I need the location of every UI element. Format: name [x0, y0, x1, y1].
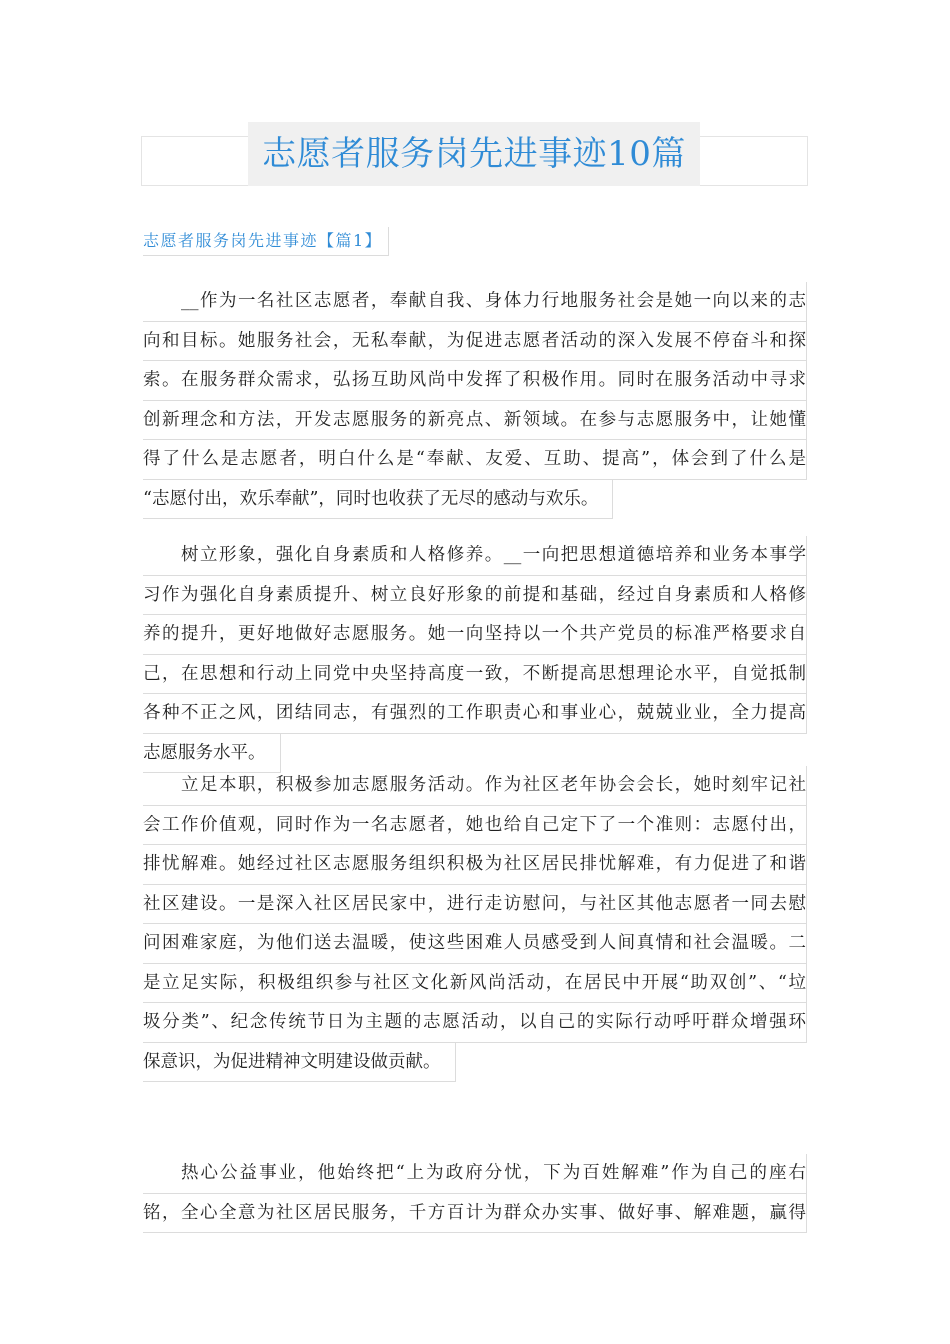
section-heading: 志愿者服务岗先进事迹【篇1】 [143, 227, 389, 256]
text-line: 得了什么是志愿者，明白什么是“奉献、友爱、互助、提高”，体会到了什么是 [143, 440, 807, 480]
text-line: __作为一名社区志愿者，奉献自我、身体力行地服务社会是她一向以来的志 [143, 282, 807, 322]
text-line: 向和目标。她服务社会，无私奉献，为促进志愿者活动的深入发展不停奋斗和探 [143, 322, 807, 362]
text-line: 创新理念和方法，开发志愿服务的新亮点、新领域。在参与志愿服务中，让她懂 [143, 401, 807, 441]
paragraph-3 [143, 766, 807, 1086]
paragraph-2 [143, 536, 807, 777]
text-line: 养的提升，更好地做好志愿服务。她一向坚持以一个共产党员的标准严格要求自 [143, 615, 807, 655]
text-line: 问困难家庭，为他们送去温暖，使这些困难人员感受到人间真情和社会温暖。二 [143, 924, 807, 964]
text-line: 树立形象，强化自身素质和人格修养。__一向把思想道德培养和业务本事学 [143, 536, 807, 576]
text-line: 是立足实际，积极组织参与社区文化新风尚活动，在居民中开展“助双创”、“垃 [143, 964, 807, 1004]
text-line: 志愿服务水平。 [143, 734, 281, 774]
text-line: 己，在思想和行动上同党中央坚持高度一致，不断提高思想理论水平，自觉抵制 [143, 655, 807, 695]
text-line: 铭，全心全意为社区居民服务，千方百计为群众办实事、做好事、解难题，赢得 [143, 1194, 807, 1234]
text-line: 排忧解难。她经过社区志愿服务组织积极为社区居民排忧解难，有力促进了和谐 [143, 845, 807, 885]
text-line: 会工作价值观，同时作为一名志愿者，她也给自己定下了一个准则：志愿付出， [143, 806, 807, 846]
document-title: 志愿者服务岗先进事迹10篇 [248, 122, 700, 186]
paragraph-4 [143, 1154, 807, 1233]
text-line: 热心公益事业，他始终把“上为政府分忧，下为百姓解难”作为自己的座右 [143, 1154, 807, 1194]
text-line: 索。在服务群众需求，弘扬互助风尚中发挥了积极作用。同时在服务活动中寻求 [143, 361, 807, 401]
text-line: 圾分类”、纪念传统节日为主题的志愿活动，以自己的实际行动呼吁群众增强环 [143, 1003, 807, 1043]
text-line: “志愿付出，欢乐奉献”，同时也收获了无尽的感动与欢乐。 [143, 480, 613, 520]
text-line: 习作为强化自身素质提升、树立良好形象的前提和基础，经过自身素质和人格修 [143, 576, 807, 616]
text-line: 保意识，为促进精神文明建设做贡献。 [143, 1043, 456, 1083]
text-line: 社区建设。一是深入社区居民家中，进行走访慰问，与社区其他志愿者一同去慰 [143, 885, 807, 925]
text-line: 立足本职，积极参加志愿服务活动。作为社区老年协会会长，她时刻牢记社 [143, 766, 807, 806]
text-line: 各种不正之风，团结同志，有强烈的工作职责心和事业心，兢兢业业，全力提高 [143, 694, 807, 734]
paragraph-1 [143, 282, 807, 523]
